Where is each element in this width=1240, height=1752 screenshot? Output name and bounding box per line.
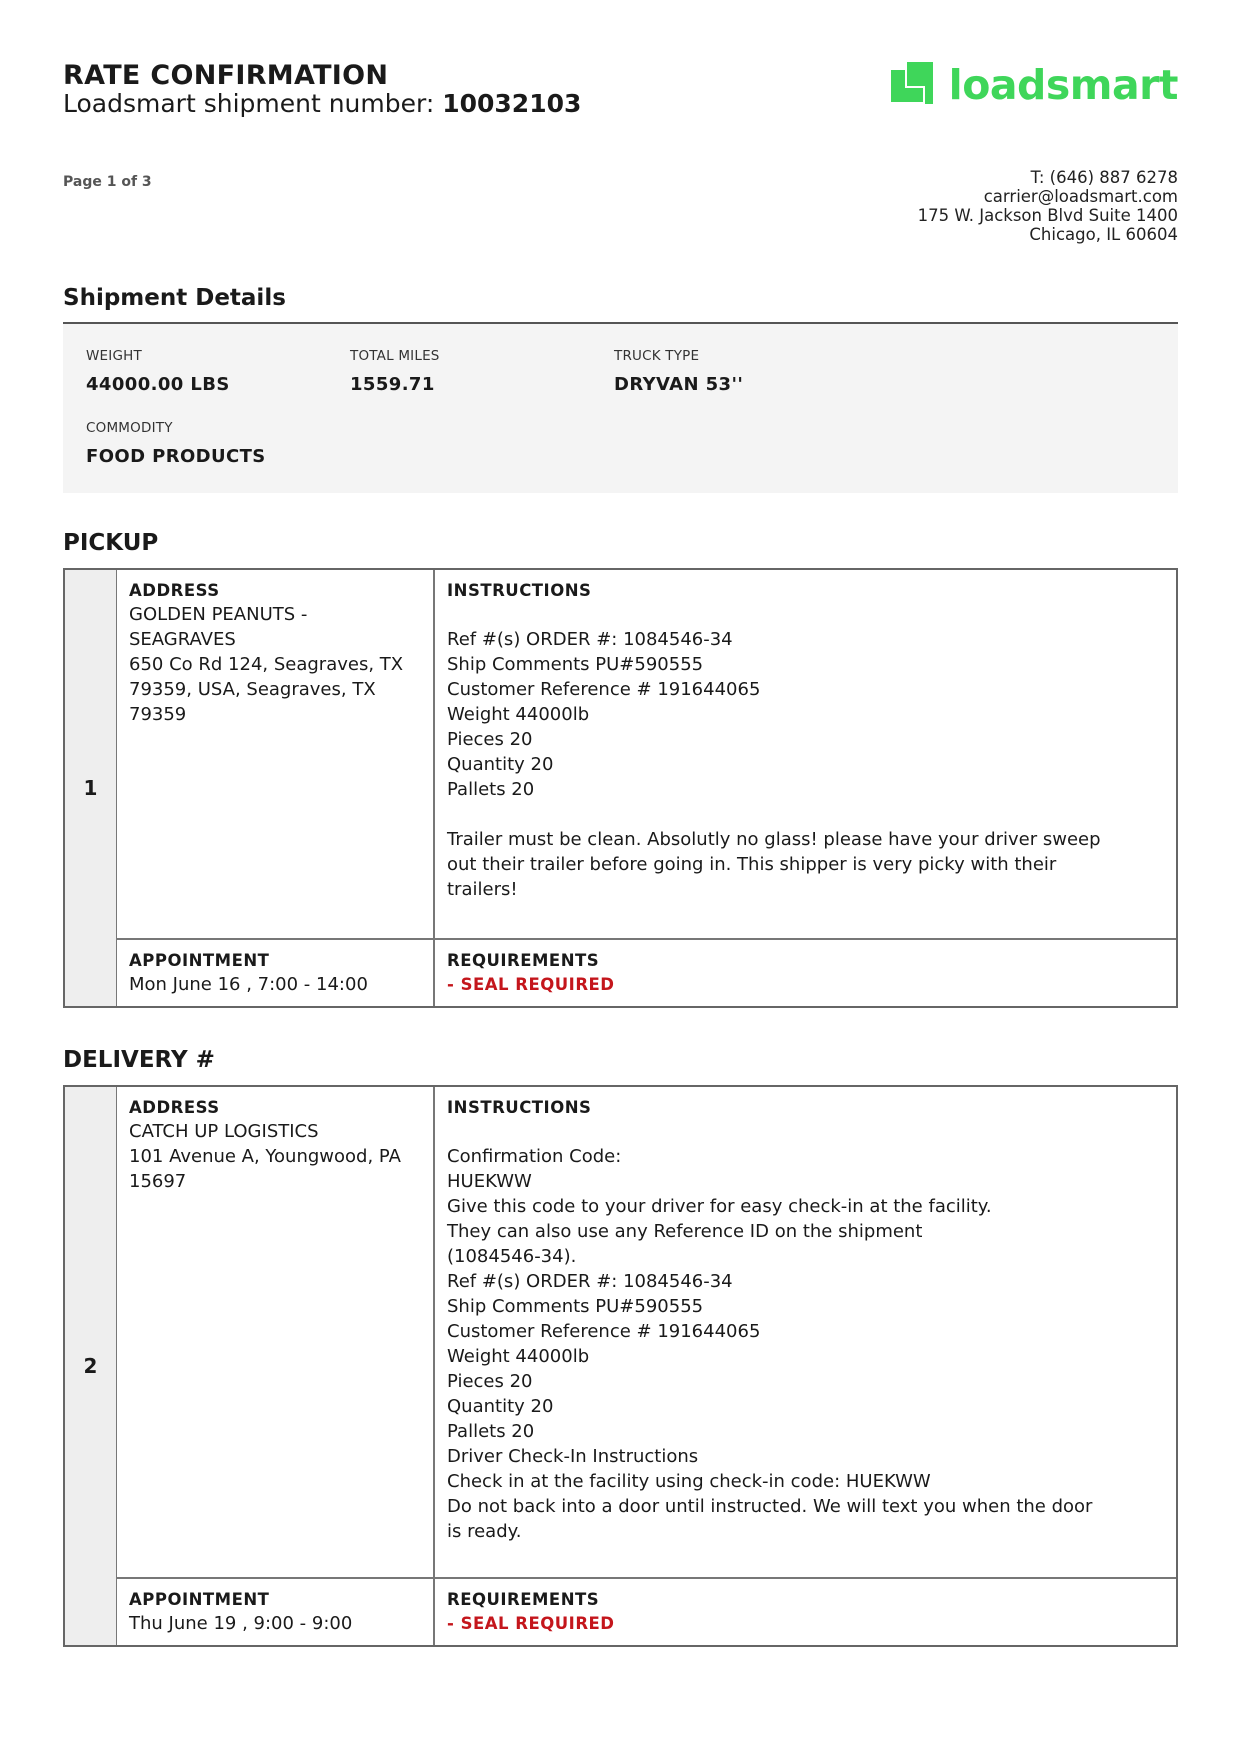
delivery-address-cell <box>117 1087 433 1204</box>
weight-label: WEIGHT <box>86 348 142 364</box>
shipment-number: 10032103 <box>442 89 582 118</box>
pickup-requirements-cell <box>435 940 1176 1007</box>
delivery-table <box>63 1085 1178 1647</box>
pickup-title: PICKUP <box>63 530 159 556</box>
total-miles-field <box>350 348 440 395</box>
pickup-address: GOLDEN PEANUTS - SEAGRAVES 650 Co Rd 124, Seagraves, TX 79359, USA, Seagraves, TX 79359 <box>129 604 404 725</box>
pickup-stop-index: 1 <box>65 570 117 1006</box>
rate-confirmation-page <box>63 0 1178 1752</box>
truck-type-field <box>614 348 743 395</box>
shipment-number-line <box>63 89 581 118</box>
total-miles-label: TOTAL MILES <box>350 348 440 364</box>
shipment-details-box <box>63 322 1178 493</box>
delivery-title: DELIVERY # <box>63 1047 215 1073</box>
commodity-value: FOOD PRODUCTS <box>86 446 266 467</box>
delivery-appointment-cell <box>117 1579 433 1646</box>
pickup-instructions-cell <box>435 570 1176 912</box>
total-miles-value: 1559.71 <box>350 374 435 395</box>
delivery-stop-index: 2 <box>65 1087 117 1645</box>
delivery-requirements-label: REQUIREMENTS <box>447 1590 600 1609</box>
delivery-instructions-cell <box>435 1087 1176 1554</box>
delivery-instructions: Confirmation Code: HUEKWW Give this code to your driver for easy check-in at the facility. They can also use any Reference ID on the shipment (1084546-34). Ref #(s) ORDER #: 1084546-34 Ship Comments PU#590555 Customer Reference # 191644065 Weight 44000lb Pieces 20 Quantity 20 Pallets 20 Driver Check-In Instructions Check in at the facility using check-in code: HUEKWW Do not back into a door until instructed. We will text you when the door is ready. <box>447 1146 1093 1542</box>
pickup-instructions-label: INSTRUCTIONS <box>447 581 592 600</box>
truck-type-value: DRYVAN 53'' <box>614 374 744 395</box>
delivery-requirements: - SEAL REQUIRED <box>447 1614 615 1633</box>
loadsmart-logo-icon <box>887 58 937 112</box>
delivery-requirements-cell <box>435 1579 1176 1646</box>
shipment-details-title: Shipment Details <box>63 285 286 311</box>
pickup-table <box>63 568 1178 1008</box>
contact-address-line2: Chicago, IL 60604 <box>1029 225 1178 244</box>
pickup-appointment-cell <box>117 940 433 1007</box>
pickup-address-label: ADDRESS <box>129 581 220 600</box>
commodity-label: COMMODITY <box>86 420 173 436</box>
pickup-appointment-label: APPOINTMENT <box>129 951 270 970</box>
truck-type-label: TRUCK TYPE <box>614 348 700 364</box>
contact-phone: T: (646) 887 6278 <box>1030 168 1178 187</box>
delivery-instructions-label: INSTRUCTIONS <box>447 1098 592 1117</box>
contact-block <box>918 168 1178 244</box>
contact-address-line1: 175 W. Jackson Blvd Suite 1400 <box>917 206 1178 225</box>
pickup-appointment: Mon June 16 , 7:00 - 14:00 <box>129 974 368 995</box>
delivery-address-label: ADDRESS <box>129 1098 220 1117</box>
logo-wordmark: loadsmart <box>948 61 1178 109</box>
pickup-requirements-label: REQUIREMENTS <box>447 951 600 970</box>
pickup-requirements: - SEAL REQUIRED <box>447 975 615 994</box>
pickup-instructions: Ref #(s) ORDER #: 1084546-34 Ship Comments PU#590555 Customer Reference # 191644065 Weight 44000lb Pieces 20 Quantity 20 Pallets 20 Trailer must be clean. Absolutly no glass! please have your driver sweep out their trailer before going in. This shipper is very picky with their trailers! <box>447 629 1101 900</box>
shipment-number-label: Loadsmart shipment number: <box>63 89 435 118</box>
pickup-address-cell <box>117 570 433 737</box>
commodity-field <box>86 420 266 467</box>
weight-field <box>86 348 230 395</box>
page-number: Page 1 of 3 <box>63 174 152 190</box>
delivery-appointment: Thu June 19 , 9:00 - 9:00 <box>129 1613 353 1634</box>
delivery-appointment-label: APPOINTMENT <box>129 1590 270 1609</box>
delivery-address: CATCH UP LOGISTICS 101 Avenue A, Youngwood, PA 15697 <box>129 1121 401 1192</box>
weight-value: 44000.00 LBS <box>86 374 230 395</box>
loadsmart-logo <box>887 58 1178 112</box>
contact-email: carrier@loadsmart.com <box>983 187 1178 206</box>
document-title: RATE CONFIRMATION <box>63 60 389 91</box>
